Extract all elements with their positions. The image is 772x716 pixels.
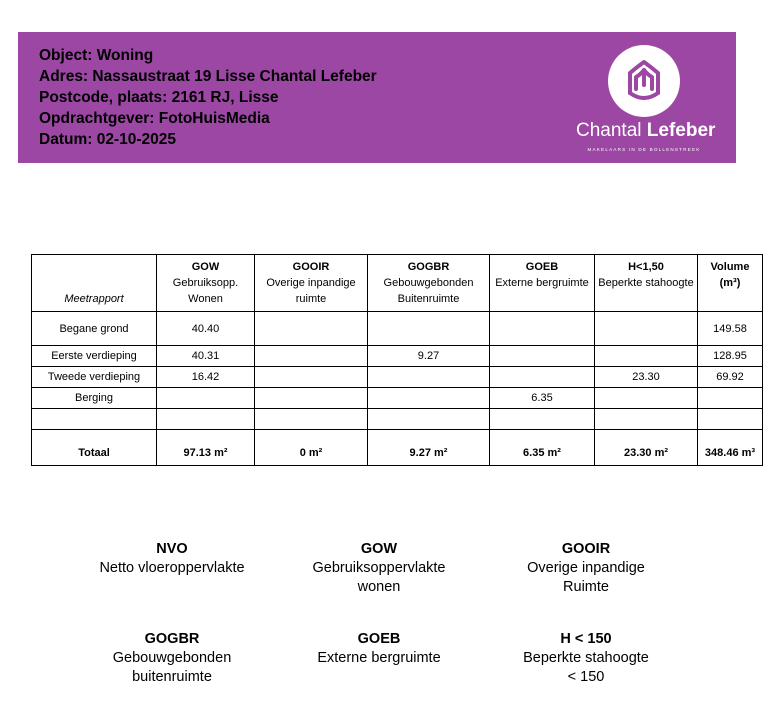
legend-code: H < 150 (560, 631, 612, 647)
legend-item-nvo (72, 540, 272, 578)
table-cell: 9.27 (368, 346, 490, 367)
legend-code: GOOIR (561, 541, 611, 557)
table-cell (595, 409, 698, 430)
row-label: Eerste verdieping (32, 346, 157, 367)
table-cell (490, 346, 595, 367)
table-cell: 40.40 (157, 312, 255, 346)
legend-code: GOEB (357, 631, 401, 647)
column-code: Volume (710, 261, 750, 273)
table-cell (157, 409, 255, 430)
measurement-table (31, 254, 763, 466)
table-cell (698, 409, 763, 430)
table-row (32, 388, 763, 409)
total-cell: 348.46 m³ (698, 430, 763, 466)
column-desc: Gebouwgebonden Buitenruimte (383, 277, 474, 305)
logo-name-bold: Lefeber (646, 120, 716, 141)
table-cell (490, 367, 595, 388)
object-line: Object: Woning (39, 47, 154, 64)
total-cell: 23.30 m² (595, 430, 698, 466)
empty-row (32, 409, 763, 430)
row-label: Begane grond (32, 312, 157, 346)
legend-desc: Gebouwgebonden (112, 650, 232, 666)
column-code: H<1,50 (628, 261, 664, 273)
legend-item-gooir (486, 540, 686, 597)
table-cell (255, 367, 368, 388)
report-header (18, 32, 736, 163)
legend-desc: buitenruimte (132, 669, 212, 685)
column-desc: Beperkte stahoogte (598, 277, 694, 289)
legend-desc: Externe bergruimte (317, 650, 441, 666)
table-cell (368, 388, 490, 409)
column-header-gow (157, 255, 255, 312)
legend-item-goeb (279, 630, 479, 668)
legend-item-gow (279, 540, 479, 597)
legend-item-gogbr (72, 630, 272, 687)
column-code: GOEB (525, 261, 559, 273)
table-cell: 128.95 (698, 346, 763, 367)
legend-desc: Overige inpandige (527, 560, 645, 576)
column-code: GOW (191, 261, 220, 273)
table-cell (595, 388, 698, 409)
total-cell: 97.13 m² (157, 430, 255, 466)
total-cell: 9.27 m² (368, 430, 490, 466)
legend-desc: Ruimte (563, 579, 609, 595)
tulip-house-icon (608, 45, 680, 117)
table-cell (595, 312, 698, 346)
legend-code: NVO (156, 541, 188, 557)
row-label: Berging (32, 388, 157, 409)
table-cell (255, 312, 368, 346)
total-label: Totaal (32, 430, 157, 466)
column-header-h150 (595, 255, 698, 312)
date-line: Datum: 02-10-2025 (39, 131, 176, 148)
table-cell (368, 409, 490, 430)
table-cell: 23.30 (595, 367, 698, 388)
table-cell (490, 312, 595, 346)
table-header-row (32, 255, 763, 312)
table-cell (255, 409, 368, 430)
table-cell: 149.58 (698, 312, 763, 346)
logo-tagline: MAKELAARS IN DE BOLLENSTREEK (587, 147, 701, 152)
legend-desc: Netto vloeroppervlakte (99, 560, 245, 576)
column-code: GOGBR (407, 261, 450, 273)
column-code: GOOIR (292, 261, 330, 273)
table-row (32, 312, 763, 346)
table-cell (368, 367, 490, 388)
table-cell: 6.35 (490, 388, 595, 409)
column-desc: Overige inpandige ruimte (266, 277, 356, 305)
legend-desc: Beperkte stahoogte (523, 650, 649, 666)
client-line: Opdrachtgever: FotoHuisMedia (39, 110, 270, 127)
column-desc: Externe bergruimte (495, 277, 589, 289)
table-row (32, 367, 763, 388)
total-cell: 0 m² (255, 430, 368, 466)
total-row (32, 430, 763, 466)
column-desc: Gebruiksopp. Wonen (172, 277, 239, 305)
table-cell (255, 346, 368, 367)
address-line: Adres: Nassaustraat 19 Lisse Chantal Lefeber (39, 68, 377, 85)
total-cell: 6.35 m² (490, 430, 595, 466)
column-header-gooir (255, 255, 368, 312)
table-cell (157, 388, 255, 409)
logo-badge (608, 45, 680, 117)
column-header-goeb (490, 255, 595, 312)
legend-code: GOW (360, 541, 398, 557)
table-cell (255, 388, 368, 409)
legend-desc: < 150 (567, 669, 605, 685)
column-header-volume (698, 255, 763, 312)
postcode-line: Postcode, plaats: 2161 RJ, Lisse (39, 89, 279, 106)
corner-label: Meetrapport (32, 255, 157, 312)
logo-name (576, 120, 715, 142)
legend-desc: Gebruiksoppervlakte (312, 560, 446, 576)
column-desc: (m³) (719, 277, 741, 289)
legend-item-h150 (486, 630, 686, 687)
row-label: Tweede verdieping (32, 367, 157, 388)
table-cell: 16.42 (157, 367, 255, 388)
column-header-gogbr (368, 255, 490, 312)
header-info (39, 45, 377, 150)
table-cell: 69.92 (698, 367, 763, 388)
table-cell (490, 409, 595, 430)
table-cell (368, 312, 490, 346)
table-row (32, 346, 763, 367)
table-cell (698, 388, 763, 409)
table-cell (595, 346, 698, 367)
legend-code: GOGBR (144, 631, 200, 647)
legend-desc: wonen (357, 579, 401, 595)
table-cell (32, 409, 157, 430)
logo-name-regular: Chantal (576, 120, 647, 141)
table-cell: 40.31 (157, 346, 255, 367)
